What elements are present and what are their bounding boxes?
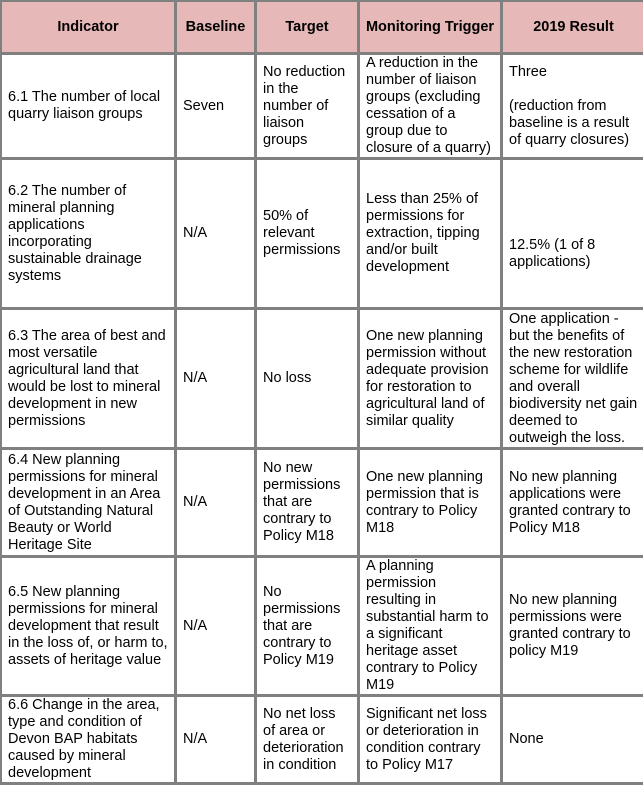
table-row — [1, 696, 643, 784]
table-row — [1, 309, 643, 449]
trigger-cell: One new planning permission that is contrary to Policy M18 — [359, 449, 502, 557]
indicator-cell: 6.4 New planning permissions for mineral development in an Area of Outstanding Natural Beauty or World Heritage Site — [1, 449, 176, 557]
result-cell-red: 12.5% (1 of 8 applications) — [502, 159, 643, 309]
trigger-cell: Significant net loss or deterioration in condition contrary to Policy M17 — [359, 696, 502, 784]
header-indicator: Indicator — [1, 1, 176, 54]
table-row — [1, 449, 643, 557]
result-cell-green — [502, 54, 643, 159]
result-value: Three — [509, 64, 638, 81]
header-row — [1, 1, 643, 54]
target-cell: No reduction in the number of liaison groups — [256, 54, 359, 159]
indicator-cell: 6.5 New planning permissions for mineral development that result in the loss of, or harm to, assets of heritage value — [1, 557, 176, 696]
header-monitoring-trigger: Monitoring Trigger — [359, 1, 502, 54]
result-cell-amber: One application - but the benefits of the new restoration scheme for wildlife and overall biodiversity net gain deemed to outweigh the loss. — [502, 309, 643, 449]
indicator-cell: 6.1 The number of local quarry liaison groups — [1, 54, 176, 159]
baseline-cell: N/A — [176, 696, 256, 784]
target-cell: No net loss of area or deterioration in condition — [256, 696, 359, 784]
header-2019-result: 2019 Result — [502, 1, 643, 54]
indicator-cell: 6.6 Change in the area, type and condition of Devon BAP habitats caused by mineral development — [1, 696, 176, 784]
baseline-cell: N/A — [176, 309, 256, 449]
trigger-cell: Less than 25% of permissions for extraction, tipping and/or built development — [359, 159, 502, 309]
result-spacer — [509, 81, 638, 98]
trigger-cell: One new planning permission without adequate provision for restoration to agricultural land of similar quality — [359, 309, 502, 449]
baseline-cell: N/A — [176, 449, 256, 557]
indicator-cell: 6.2 The number of mineral planning applications incorporating sustainable drainage systems — [1, 159, 176, 309]
result-cell-green: None — [502, 696, 643, 784]
target-cell: No permissions that are contrary to Policy M19 — [256, 557, 359, 696]
result-note: (reduction from baseline is a result of quarry closures) — [509, 98, 638, 149]
table-row — [1, 159, 643, 309]
baseline-cell: N/A — [176, 159, 256, 309]
baseline-cell: Seven — [176, 54, 256, 159]
target-cell: No loss — [256, 309, 359, 449]
table-row — [1, 557, 643, 696]
target-cell: 50% of relevant permissions — [256, 159, 359, 309]
trigger-cell: A planning permission resulting in substantial harm to a significant heritage asset contrary to Policy M19 — [359, 557, 502, 696]
result-cell-green: No new planning applications were granted contrary to Policy M18 — [502, 449, 643, 557]
table-row — [1, 54, 643, 159]
result-cell-green: No new planning permissions were granted contrary to policy M19 — [502, 557, 643, 696]
header-target: Target — [256, 1, 359, 54]
baseline-cell: N/A — [176, 557, 256, 696]
trigger-cell: A reduction in the number of liaison groups (excluding cessation of a group due to closure of a quarry) — [359, 54, 502, 159]
target-cell: No new permissions that are contrary to Policy M18 — [256, 449, 359, 557]
header-baseline: Baseline — [176, 1, 256, 54]
indicator-cell: 6.3 The area of best and most versatile agricultural land that would be lost to mineral development in new permissions — [1, 309, 176, 449]
